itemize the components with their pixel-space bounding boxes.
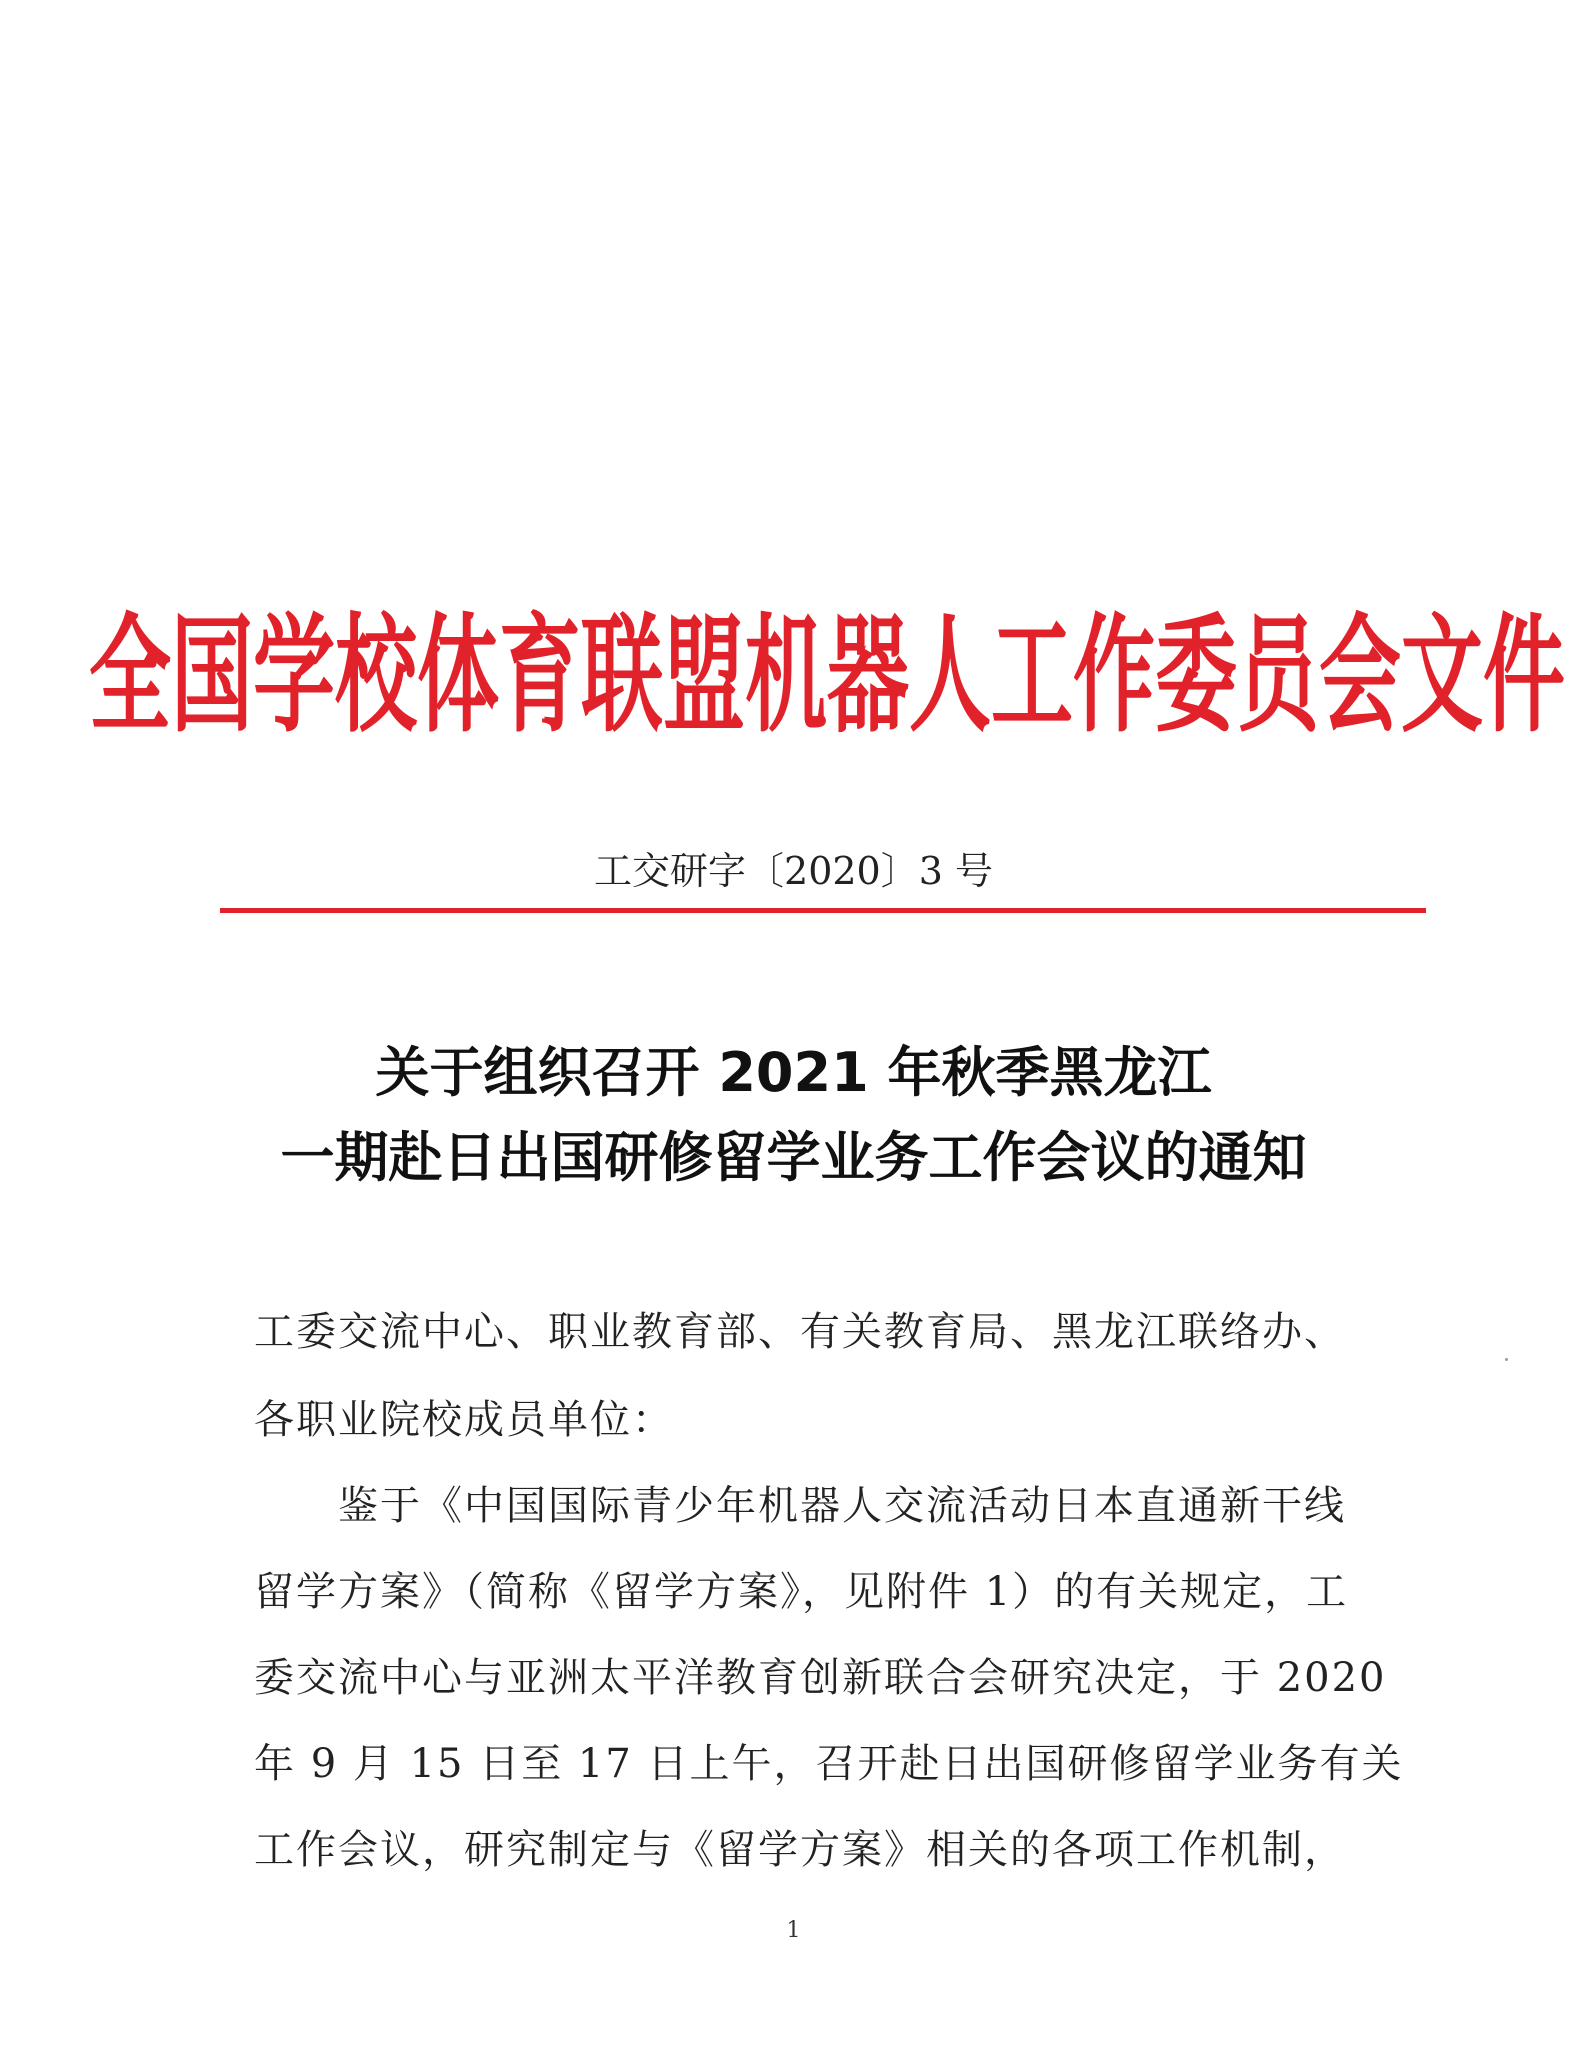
red-divider-line: [220, 908, 1426, 913]
body-line-1: 工委交流中心、职业教育部、有关教育局、黑龙江联络办、: [254, 1309, 1346, 1355]
body-line-5: 委交流中心与亚洲太平洋教育创新联合会研究决定，于 2020: [254, 1655, 1387, 1701]
body-line-7: 工作会议，研究制定与《留学方案》相关的各项工作机制，: [254, 1827, 1346, 1873]
document-number: 工交研字〔2020〕3 号: [594, 849, 993, 893]
scan-speck: [1505, 1358, 1508, 1361]
body-line-2: 各职业院校成员单位：: [254, 1397, 674, 1443]
body-line-4: 留学方案》（简称《留学方案》，见附件 1）的有关规定，工: [254, 1569, 1349, 1615]
notice-title-line-2: 一期赴日出国研修留学业务工作会议的通知: [280, 1126, 1307, 1189]
body-line-3: 鉴于《中国国际青少年机器人交流活动日本直通新干线: [254, 1483, 1346, 1529]
page-number: 1: [786, 1918, 801, 1943]
masthead-title: 全国学校体育联盟机器人工作委员会文件: [89, 602, 1566, 750]
body-line-6: 年 9 月 15 日至 17 日上午，召开赴日出国研修留学业务有关: [254, 1741, 1404, 1787]
notice-title-line-1: 关于组织召开 2021 年秋季黑龙江: [375, 1041, 1212, 1104]
